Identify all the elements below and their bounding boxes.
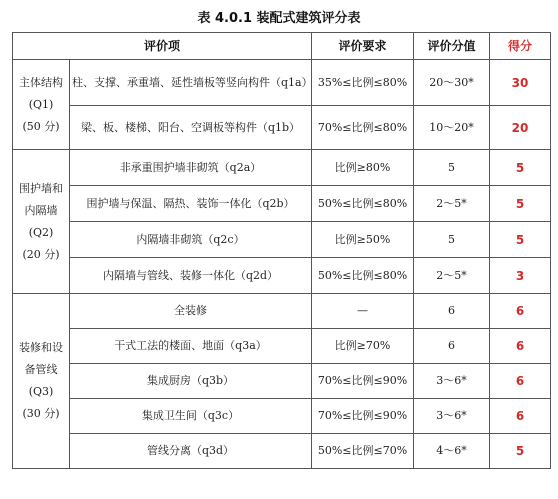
requirement-cell: 70%≤比例≤90% [312,399,414,434]
table-row [13,329,551,364]
requirement-cell: 50%≤比例≤80% [312,258,414,294]
requirement-cell: 35%≤比例≤80% [312,60,414,106]
category-line: 备管线 [24,363,58,376]
score-cell: 20 [490,106,551,150]
value-cell: 3～6* [414,399,490,434]
item-cell: 内隔墙非砌筑（q2c） [70,222,312,258]
category-line: (20 分) [22,247,60,261]
requirement-cell: 50%≤比例≤80% [312,186,414,222]
item-cell: 非承重围护墙非砌筑（q2a） [70,150,312,186]
category-line: (Q2) [28,225,54,239]
table-row [13,364,551,399]
item-cell: 干式工法的楼面、地面（q3a） [70,329,312,364]
value-cell: 20～30* [414,60,490,106]
category-line: (Q1) [28,97,54,111]
item-cell: 集成厨房（q3b） [70,364,312,399]
header-score: 得分 [490,33,551,60]
table-row [13,186,551,222]
header-requirement: 评价要求 [312,33,414,60]
value-cell: 6 [414,329,490,364]
item-cell: 梁、板、楼梯、阳台、空调板等构件（q1b） [70,106,312,150]
item-cell: 全装修 [70,294,312,329]
item-cell: 柱、支撑、承重墙、延性墙板等竖向构件（q1a） [70,60,312,106]
table-row [13,434,551,469]
value-cell: 5 [414,222,490,258]
item-cell: 围护墙与保温、隔热、装饰一体化（q2b） [70,186,312,222]
table-row [13,222,551,258]
category-cell [13,60,70,150]
item-cell: 集成卫生间（q3c） [70,399,312,434]
table-row [13,60,551,106]
score-cell: 30 [490,60,551,106]
value-cell: 2～5* [414,186,490,222]
category-cell [13,150,70,294]
requirement-cell: — [312,294,414,329]
value-cell: 6 [414,294,490,329]
score-cell: 5 [490,150,551,186]
requirement-cell: 70%≤比例≤90% [312,364,414,399]
score-cell: 5 [490,222,551,258]
score-cell: 5 [490,186,551,222]
score-table [12,32,551,469]
score-cell: 6 [490,329,551,364]
requirement-cell: 比例≥70% [312,329,414,364]
value-cell: 2～5* [414,258,490,294]
item-cell: 内隔墙与管线、装修一体化（q2d） [70,258,312,294]
category-line: 主体结构 [19,75,63,89]
table-row [13,399,551,434]
header-evaluation-item: 评价项 [13,33,312,60]
score-cell: 3 [490,258,551,294]
header-value: 评价分值 [414,33,490,60]
header-row [13,33,551,60]
category-cell [13,294,70,469]
category-line: (50 分) [22,119,60,133]
category-line: 内隔墙 [24,203,58,217]
category-line: 装修和设 [19,341,63,354]
requirement-cell: 比例≥50% [312,222,414,258]
value-cell: 3～6* [414,364,490,399]
table-row [13,258,551,294]
value-cell: 5 [414,150,490,186]
score-cell: 6 [490,399,551,434]
table-row [13,150,551,186]
item-cell: 管线分离（q3d） [70,434,312,469]
score-cell: 5 [490,434,551,469]
value-cell: 10～20* [414,106,490,150]
category-line: 围护墙和 [19,181,63,195]
requirement-cell: 70%≤比例≤80% [312,106,414,150]
score-cell: 6 [490,364,551,399]
value-cell: 4～6* [414,434,490,469]
table-title: 表 4.0.1 装配式建筑评分表 [197,11,361,26]
requirement-cell: 比例≥80% [312,150,414,186]
requirement-cell: 50%≤比例≤70% [312,434,414,469]
category-line: (30 分) [22,407,60,420]
score-cell: 6 [490,294,551,329]
category-line: (Q3) [28,385,54,398]
table-row [13,294,551,329]
table-row [13,106,551,150]
